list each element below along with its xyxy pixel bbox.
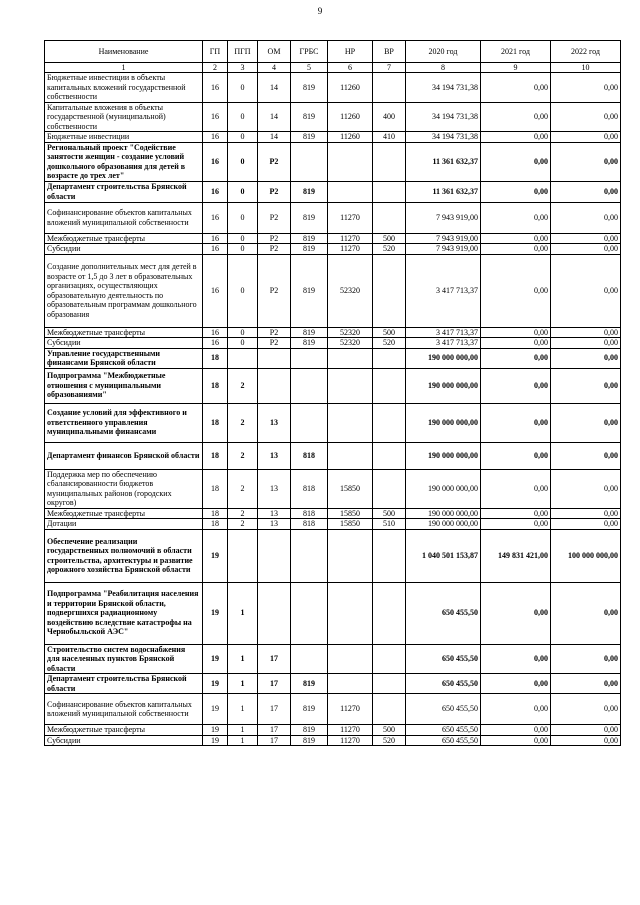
cell-vr bbox=[373, 529, 406, 582]
cell-y2021: 0,00 bbox=[481, 582, 551, 644]
cell-vr: 500 bbox=[373, 508, 406, 519]
cell-grbs: 819 bbox=[291, 338, 328, 349]
cell-y2021: 0,00 bbox=[481, 694, 551, 725]
cell-om: 13 bbox=[258, 403, 291, 442]
cell-om: 17 bbox=[258, 644, 291, 674]
column-header-name: Наименование bbox=[45, 41, 203, 63]
cell-vr bbox=[373, 202, 406, 233]
cell-y2020: 650 455,50 bbox=[406, 582, 481, 644]
cell-nr: 11270 bbox=[328, 233, 373, 244]
cell-name: Создание дополнительных мест для детей в возрасте от 1,5 до 3 лет в образовательных организациях, осуществляющих образовательную деятельность по образовательным программам дошкольного образования bbox=[45, 254, 203, 327]
cell-pgp: 2 bbox=[228, 469, 258, 508]
cell-pgp: 0 bbox=[228, 73, 258, 103]
cell-y2021: 0,00 bbox=[481, 254, 551, 327]
cell-y2020: 190 000 000,00 bbox=[406, 469, 481, 508]
cell-grbs: 819 bbox=[291, 132, 328, 143]
cell-pgp: 2 bbox=[228, 403, 258, 442]
cell-y2022: 0,00 bbox=[551, 644, 621, 674]
cell-y2022: 0,00 bbox=[551, 725, 621, 736]
cell-pgp: 0 bbox=[228, 102, 258, 132]
cell-gp: 18 bbox=[203, 469, 228, 508]
cell-grbs: 818 bbox=[291, 469, 328, 508]
column-index-om: 4 bbox=[258, 63, 291, 73]
cell-y2020: 650 455,50 bbox=[406, 644, 481, 674]
cell-vr bbox=[373, 368, 406, 403]
cell-pgp: 0 bbox=[228, 254, 258, 327]
table-row bbox=[45, 338, 621, 349]
cell-y2020: 3 417 713,37 bbox=[406, 254, 481, 327]
cell-om: 13 bbox=[258, 442, 291, 469]
cell-gp: 18 bbox=[203, 508, 228, 519]
cell-y2020: 650 455,50 bbox=[406, 725, 481, 736]
cell-nr: 11270 bbox=[328, 735, 373, 746]
cell-y2021: 0,00 bbox=[481, 644, 551, 674]
cell-om bbox=[258, 368, 291, 403]
cell-grbs bbox=[291, 368, 328, 403]
cell-y2021: 0,00 bbox=[481, 403, 551, 442]
cell-y2021: 0,00 bbox=[481, 674, 551, 694]
cell-y2020: 11 361 632,37 bbox=[406, 142, 481, 181]
table-row bbox=[45, 202, 621, 233]
cell-y2022: 0,00 bbox=[551, 469, 621, 508]
cell-pgp: 1 bbox=[228, 674, 258, 694]
cell-gp: 18 bbox=[203, 519, 228, 530]
cell-y2022: 0,00 bbox=[551, 348, 621, 368]
column-header-om: ОМ bbox=[258, 41, 291, 63]
table-row bbox=[45, 73, 621, 103]
table-row bbox=[45, 694, 621, 725]
table-row bbox=[45, 254, 621, 327]
cell-nr: 15850 bbox=[328, 519, 373, 530]
column-index-name: 1 bbox=[45, 63, 203, 73]
cell-y2021: 0,00 bbox=[481, 233, 551, 244]
cell-gp: 18 bbox=[203, 403, 228, 442]
cell-vr bbox=[373, 644, 406, 674]
cell-grbs: 819 bbox=[291, 735, 328, 746]
column-index-y2020: 8 bbox=[406, 63, 481, 73]
cell-vr bbox=[373, 442, 406, 469]
cell-y2020: 190 000 000,00 bbox=[406, 368, 481, 403]
cell-nr bbox=[328, 674, 373, 694]
table-row bbox=[45, 469, 621, 508]
cell-y2021: 0,00 bbox=[481, 181, 551, 202]
cell-y2021: 0,00 bbox=[481, 348, 551, 368]
cell-vr: 520 bbox=[373, 244, 406, 255]
table-row bbox=[45, 181, 621, 202]
cell-vr bbox=[373, 674, 406, 694]
column-header-pgp: ПГП bbox=[228, 41, 258, 63]
table-index-row bbox=[45, 63, 621, 73]
cell-vr: 500 bbox=[373, 233, 406, 244]
cell-nr bbox=[328, 442, 373, 469]
cell-name: Департамент строительства Брянской области bbox=[45, 181, 203, 202]
cell-vr: 520 bbox=[373, 735, 406, 746]
cell-y2020: 190 000 000,00 bbox=[406, 348, 481, 368]
cell-grbs: 819 bbox=[291, 73, 328, 103]
cell-nr bbox=[328, 529, 373, 582]
cell-y2020: 34 194 731,38 bbox=[406, 132, 481, 143]
cell-pgp: 0 bbox=[228, 327, 258, 338]
cell-nr bbox=[328, 142, 373, 181]
cell-y2020: 190 000 000,00 bbox=[406, 508, 481, 519]
cell-om bbox=[258, 348, 291, 368]
cell-om: P2 bbox=[258, 254, 291, 327]
table-row bbox=[45, 735, 621, 746]
cell-name: Софинансирование объектов капитальных вложений муниципальной собственности bbox=[45, 694, 203, 725]
cell-gp: 19 bbox=[203, 582, 228, 644]
cell-vr: 400 bbox=[373, 102, 406, 132]
cell-gp: 18 bbox=[203, 368, 228, 403]
cell-gp: 16 bbox=[203, 327, 228, 338]
column-header-y2021: 2021 год bbox=[481, 41, 551, 63]
cell-grbs: 819 bbox=[291, 254, 328, 327]
cell-y2020: 3 417 713,37 bbox=[406, 338, 481, 349]
cell-pgp: 2 bbox=[228, 442, 258, 469]
cell-pgp: 0 bbox=[228, 181, 258, 202]
cell-om: P2 bbox=[258, 338, 291, 349]
table-row bbox=[45, 519, 621, 530]
cell-om: P2 bbox=[258, 233, 291, 244]
cell-y2020: 11 361 632,37 bbox=[406, 181, 481, 202]
cell-nr: 11260 bbox=[328, 102, 373, 132]
table-row bbox=[45, 142, 621, 181]
cell-y2021: 0,00 bbox=[481, 519, 551, 530]
cell-gp: 16 bbox=[203, 338, 228, 349]
cell-name: Обеспечение реализации государственных полномочий в области строительства, архитектуры и развитие дорожного хозяйства Брянской области bbox=[45, 529, 203, 582]
cell-grbs: 819 bbox=[291, 725, 328, 736]
cell-y2022: 0,00 bbox=[551, 254, 621, 327]
cell-vr bbox=[373, 582, 406, 644]
cell-y2021: 0,00 bbox=[481, 202, 551, 233]
column-header-gp: ГП bbox=[203, 41, 228, 63]
cell-name: Бюджетные инвестиции в объекты капитальных вложений государственной собственности bbox=[45, 73, 203, 103]
cell-vr: 500 bbox=[373, 725, 406, 736]
cell-vr: 520 bbox=[373, 338, 406, 349]
cell-name: Субсидии bbox=[45, 338, 203, 349]
cell-name: Строительство систем водоснабжения для населенных пунктов Брянской области bbox=[45, 644, 203, 674]
cell-gp: 16 bbox=[203, 181, 228, 202]
cell-grbs: 818 bbox=[291, 519, 328, 530]
cell-y2020: 34 194 731,38 bbox=[406, 73, 481, 103]
cell-pgp: 0 bbox=[228, 142, 258, 181]
cell-name: Департамент финансов Брянской области bbox=[45, 442, 203, 469]
cell-om: P2 bbox=[258, 327, 291, 338]
column-index-gp: 2 bbox=[203, 63, 228, 73]
cell-gp: 16 bbox=[203, 233, 228, 244]
cell-y2020: 7 943 919,00 bbox=[406, 244, 481, 255]
cell-om: 13 bbox=[258, 519, 291, 530]
cell-pgp: 1 bbox=[228, 735, 258, 746]
cell-gp: 19 bbox=[203, 735, 228, 746]
cell-gp: 16 bbox=[203, 254, 228, 327]
cell-name: Межбюджетные трансферты bbox=[45, 327, 203, 338]
cell-pgp bbox=[228, 529, 258, 582]
cell-pgp: 0 bbox=[228, 202, 258, 233]
cell-pgp: 1 bbox=[228, 582, 258, 644]
cell-grbs: 819 bbox=[291, 244, 328, 255]
cell-name: Капитальные вложения в объекты государственной (муниципальной) собственности bbox=[45, 102, 203, 132]
cell-pgp: 1 bbox=[228, 694, 258, 725]
cell-grbs: 819 bbox=[291, 674, 328, 694]
cell-y2022: 0,00 bbox=[551, 582, 621, 644]
cell-y2022: 0,00 bbox=[551, 233, 621, 244]
cell-om: P2 bbox=[258, 244, 291, 255]
cell-grbs: 818 bbox=[291, 442, 328, 469]
table-row bbox=[45, 368, 621, 403]
cell-y2020: 650 455,50 bbox=[406, 674, 481, 694]
cell-y2022: 0,00 bbox=[551, 368, 621, 403]
cell-name: Дотации bbox=[45, 519, 203, 530]
column-header-vr: ВР bbox=[373, 41, 406, 63]
cell-om: 13 bbox=[258, 508, 291, 519]
cell-nr: 11270 bbox=[328, 244, 373, 255]
column-index-pgp: 3 bbox=[228, 63, 258, 73]
cell-pgp: 1 bbox=[228, 644, 258, 674]
cell-y2020: 650 455,50 bbox=[406, 735, 481, 746]
cell-y2022: 0,00 bbox=[551, 181, 621, 202]
cell-nr: 52320 bbox=[328, 254, 373, 327]
table-row bbox=[45, 233, 621, 244]
cell-vr bbox=[373, 73, 406, 103]
cell-pgp bbox=[228, 348, 258, 368]
cell-gp: 19 bbox=[203, 644, 228, 674]
cell-gp: 16 bbox=[203, 142, 228, 181]
cell-om bbox=[258, 582, 291, 644]
cell-y2020: 7 943 919,00 bbox=[406, 233, 481, 244]
cell-gp: 19 bbox=[203, 694, 228, 725]
cell-name: Подпрограмма "Межбюджетные отношения с муниципальными образованиями" bbox=[45, 368, 203, 403]
cell-name: Субсидии bbox=[45, 244, 203, 255]
cell-name: Региональный проект "Содействие занятости женщин - создание условий дошкольного образования для детей в возрасте до трех лет" bbox=[45, 142, 203, 181]
cell-y2022: 0,00 bbox=[551, 519, 621, 530]
cell-name: Субсидии bbox=[45, 735, 203, 746]
cell-vr bbox=[373, 348, 406, 368]
cell-grbs: 819 bbox=[291, 181, 328, 202]
cell-name: Управление государственными финансами Брянской области bbox=[45, 348, 203, 368]
table-row bbox=[45, 442, 621, 469]
cell-y2022: 0,00 bbox=[551, 142, 621, 181]
cell-y2021: 149 831 421,00 bbox=[481, 529, 551, 582]
cell-y2022: 0,00 bbox=[551, 338, 621, 349]
column-header-y2020: 2020 год bbox=[406, 41, 481, 63]
cell-om: P2 bbox=[258, 181, 291, 202]
cell-y2022: 0,00 bbox=[551, 694, 621, 725]
cell-gp: 16 bbox=[203, 73, 228, 103]
cell-name: Софинансирование объектов капитальных вложений муниципальной собственности bbox=[45, 202, 203, 233]
cell-pgp: 2 bbox=[228, 368, 258, 403]
cell-grbs: 819 bbox=[291, 102, 328, 132]
cell-name: Межбюджетные трансферты bbox=[45, 508, 203, 519]
cell-gp: 16 bbox=[203, 244, 228, 255]
cell-nr: 11270 bbox=[328, 725, 373, 736]
cell-om: 14 bbox=[258, 73, 291, 103]
cell-y2021: 0,00 bbox=[481, 442, 551, 469]
cell-y2022: 0,00 bbox=[551, 508, 621, 519]
cell-gp: 16 bbox=[203, 202, 228, 233]
cell-gp: 16 bbox=[203, 102, 228, 132]
cell-y2022: 0,00 bbox=[551, 244, 621, 255]
cell-om: P2 bbox=[258, 142, 291, 181]
cell-pgp: 0 bbox=[228, 244, 258, 255]
cell-gp: 19 bbox=[203, 529, 228, 582]
cell-y2021: 0,00 bbox=[481, 725, 551, 736]
column-index-y2021: 9 bbox=[481, 63, 551, 73]
cell-y2020: 190 000 000,00 bbox=[406, 403, 481, 442]
cell-y2022: 0,00 bbox=[551, 674, 621, 694]
column-header-grbs: ГРБС bbox=[291, 41, 328, 63]
cell-y2022: 0,00 bbox=[551, 132, 621, 143]
cell-nr bbox=[328, 368, 373, 403]
cell-y2021: 0,00 bbox=[481, 368, 551, 403]
cell-vr: 500 bbox=[373, 327, 406, 338]
cell-grbs: 819 bbox=[291, 233, 328, 244]
cell-nr: 11260 bbox=[328, 73, 373, 103]
table-row bbox=[45, 244, 621, 255]
cell-y2020: 3 417 713,37 bbox=[406, 327, 481, 338]
table-header-row bbox=[45, 41, 621, 63]
cell-name: Департамент строительства Брянской области bbox=[45, 674, 203, 694]
table-row bbox=[45, 508, 621, 519]
cell-nr: 11270 bbox=[328, 694, 373, 725]
cell-y2021: 0,00 bbox=[481, 735, 551, 746]
cell-vr: 510 bbox=[373, 519, 406, 530]
cell-nr: 11270 bbox=[328, 202, 373, 233]
cell-y2022: 0,00 bbox=[551, 102, 621, 132]
cell-nr: 52320 bbox=[328, 327, 373, 338]
table-row bbox=[45, 582, 621, 644]
cell-grbs bbox=[291, 403, 328, 442]
cell-vr bbox=[373, 469, 406, 508]
column-header-nr: НР bbox=[328, 41, 373, 63]
cell-name: Подпрограмма "Реабилитация населения и территории Брянской области, подвергшихся радиационному воздействию вследствие катастрофы на Чернобыльской АЭС" bbox=[45, 582, 203, 644]
cell-name: Поддержка мер по обеспечению сбалансированности бюджетов муниципальных районов (городских округов) bbox=[45, 469, 203, 508]
cell-y2021: 0,00 bbox=[481, 338, 551, 349]
cell-grbs bbox=[291, 529, 328, 582]
cell-y2022: 0,00 bbox=[551, 327, 621, 338]
column-index-y2022: 10 bbox=[551, 63, 621, 73]
cell-gp: 18 bbox=[203, 442, 228, 469]
table-row bbox=[45, 102, 621, 132]
cell-pgp: 0 bbox=[228, 338, 258, 349]
cell-grbs: 819 bbox=[291, 202, 328, 233]
cell-om: P2 bbox=[258, 202, 291, 233]
cell-vr: 410 bbox=[373, 132, 406, 143]
cell-y2021: 0,00 bbox=[481, 508, 551, 519]
cell-pgp: 0 bbox=[228, 233, 258, 244]
cell-name: Межбюджетные трансферты bbox=[45, 725, 203, 736]
table-row bbox=[45, 403, 621, 442]
cell-om bbox=[258, 529, 291, 582]
cell-y2020: 7 943 919,00 bbox=[406, 202, 481, 233]
cell-om: 17 bbox=[258, 674, 291, 694]
cell-y2022: 0,00 bbox=[551, 735, 621, 746]
cell-y2021: 0,00 bbox=[481, 102, 551, 132]
cell-y2020: 34 194 731,38 bbox=[406, 102, 481, 132]
cell-y2020: 650 455,50 bbox=[406, 694, 481, 725]
column-header-y2022: 2022 год bbox=[551, 41, 621, 63]
cell-om: 14 bbox=[258, 102, 291, 132]
table-row bbox=[45, 725, 621, 736]
column-index-grbs: 5 bbox=[291, 63, 328, 73]
cell-pgp: 2 bbox=[228, 519, 258, 530]
cell-om: 14 bbox=[258, 132, 291, 143]
cell-vr bbox=[373, 254, 406, 327]
cell-nr bbox=[328, 644, 373, 674]
cell-nr bbox=[328, 403, 373, 442]
cell-vr bbox=[373, 181, 406, 202]
cell-y2021: 0,00 bbox=[481, 469, 551, 508]
cell-pgp: 2 bbox=[228, 508, 258, 519]
cell-om: 13 bbox=[258, 469, 291, 508]
cell-name: Межбюджетные трансферты bbox=[45, 233, 203, 244]
cell-grbs: 819 bbox=[291, 327, 328, 338]
cell-pgp: 0 bbox=[228, 132, 258, 143]
cell-om: 17 bbox=[258, 735, 291, 746]
cell-y2022: 0,00 bbox=[551, 202, 621, 233]
page-number: 9 bbox=[317, 6, 323, 16]
budget-table bbox=[44, 40, 621, 746]
cell-nr: 11260 bbox=[328, 132, 373, 143]
cell-pgp: 1 bbox=[228, 725, 258, 736]
cell-vr bbox=[373, 694, 406, 725]
cell-nr bbox=[328, 582, 373, 644]
column-index-nr: 6 bbox=[328, 63, 373, 73]
cell-om: 17 bbox=[258, 725, 291, 736]
cell-gp: 18 bbox=[203, 348, 228, 368]
cell-y2022: 0,00 bbox=[551, 73, 621, 103]
cell-grbs: 819 bbox=[291, 694, 328, 725]
table-row bbox=[45, 529, 621, 582]
table-row bbox=[45, 132, 621, 143]
table-row bbox=[45, 644, 621, 674]
cell-y2022: 0,00 bbox=[551, 403, 621, 442]
cell-nr: 15850 bbox=[328, 508, 373, 519]
cell-grbs bbox=[291, 644, 328, 674]
cell-om: 17 bbox=[258, 694, 291, 725]
cell-y2021: 0,00 bbox=[481, 132, 551, 143]
cell-y2021: 0,00 bbox=[481, 73, 551, 103]
table-row bbox=[45, 348, 621, 368]
cell-grbs: 818 bbox=[291, 508, 328, 519]
cell-y2021: 0,00 bbox=[481, 327, 551, 338]
cell-vr bbox=[373, 403, 406, 442]
cell-y2020: 1 040 501 153,87 bbox=[406, 529, 481, 582]
cell-name: Создание условий для эффективного и ответственного управления муниципальными финансами bbox=[45, 403, 203, 442]
cell-nr: 15850 bbox=[328, 469, 373, 508]
cell-nr: 52320 bbox=[328, 338, 373, 349]
cell-gp: 16 bbox=[203, 132, 228, 143]
cell-y2022: 0,00 bbox=[551, 442, 621, 469]
cell-grbs bbox=[291, 142, 328, 181]
cell-grbs bbox=[291, 582, 328, 644]
cell-y2021: 0,00 bbox=[481, 244, 551, 255]
table-row bbox=[45, 327, 621, 338]
column-index-vr: 7 bbox=[373, 63, 406, 73]
cell-y2020: 190 000 000,00 bbox=[406, 442, 481, 469]
cell-grbs bbox=[291, 348, 328, 368]
cell-y2021: 0,00 bbox=[481, 142, 551, 181]
cell-gp: 19 bbox=[203, 725, 228, 736]
table-row bbox=[45, 674, 621, 694]
cell-y2022: 100 000 000,00 bbox=[551, 529, 621, 582]
cell-nr bbox=[328, 181, 373, 202]
cell-gp: 19 bbox=[203, 674, 228, 694]
cell-nr bbox=[328, 348, 373, 368]
cell-y2020: 190 000 000,00 bbox=[406, 519, 481, 530]
cell-vr bbox=[373, 142, 406, 181]
cell-name: Бюджетные инвестиции bbox=[45, 132, 203, 143]
